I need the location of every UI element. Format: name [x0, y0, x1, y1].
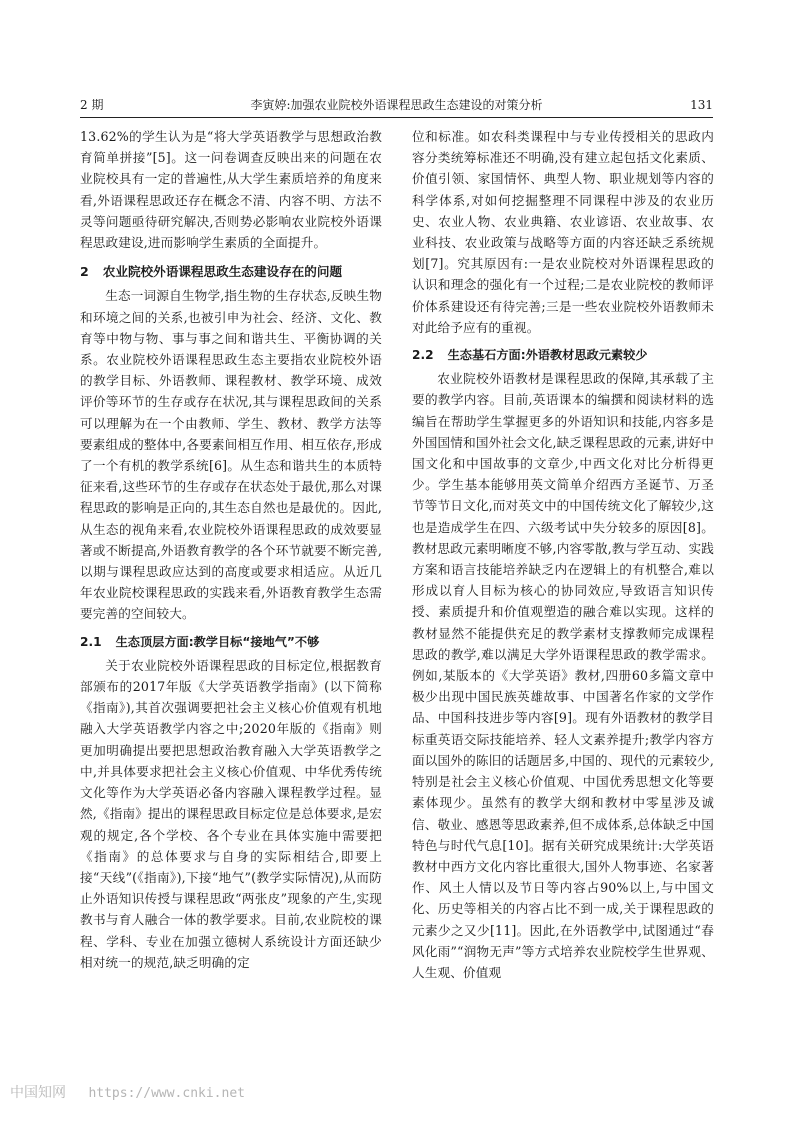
paragraph-goals: 关于农业院校外语课程思政的目标定位,根据教育部颁布的2017年版《大学英语教学指南》(以下简称《指南》),其首次强调要把社会主义核心价值观有机地融入大学英语教学内容之中;2020年版的《指南》则更加明确提出要把思想政治教育融入大学英语教学之中,并具体要求把社会主义核心价值观、中华优秀传统文化等作为大学英语必备内容融入课程教学过程。显然,《指南》提出的课程思政目标定位是总体要求,是宏观的规定,各个学校、各个专业在具体实施中需要把《指南》的总体要求与自身的实际相结合,即要上接“天线”(《指南》),下接“地气”(教学实际情况),从而防止外语知识传授与课程思政“两张皮”现象的产生,实现教书与育人融合一体的教学要求。目前,农业院校的课程、学科、专业在加强立德树人系统设计方面还缺少相对统一的规范,缺乏明确的定: [80, 657, 382, 970]
subsection-number: 2.2: [412, 348, 434, 363]
header-rule: [80, 117, 713, 118]
issue-number: 2 期: [80, 98, 104, 112]
section-title: 农业院校外语课程思政生态建设存在的问题: [102, 264, 343, 280]
running-header: [80, 95, 713, 115]
cnki-url: https://www.cnki.net: [88, 1086, 245, 1101]
right-column: [412, 126, 714, 983]
cnki-logo: 中国知网: [10, 1085, 66, 1101]
subsection-heading-2-2: [412, 345, 714, 366]
paragraph-continued: 13.62%的学生认为是“将大学英语教学与思想政治教育简单拼接”[5]。这一问卷调查反映出来的问题在农业院校具有一定的普遍性,从大学生素质培养的角度来看,外语课程思政还存在概念不清、内容不明、方法不灵等问题亟待研究解决,否则势必影响农业院校外语课程思政建设,进而影响学生素质的全面提升。: [80, 129, 382, 251]
paragraph-ecology: 生态一词源自生物学,指生物的生存状态,反映生物和环境之间的关系,也被引申为社会、经济、文化、教育等中物与物、事与事之间和谐共生、平衡协调的关系。农业院校外语课程思政生态主要指农业院校外语的教学目标、外语教师、课程教材、教学环境、成效评价等环节的生存或存在状况,其与课程思政间的关系可以理解为在一个由教师、学生、教材、教学方法等要素组成的整体中,各要素间相互作用、相互依存,形成了一个有机的教学系统[6]。从生态和谐共生的本质特征来看,这些环节的生存或存在状态处于最优,那么对课程思政的影响是正向的,其生态自然也是最优的。因此,从生态的视角来看,农业院校外语课程思政的成效要显著或不断提高,外语教育教学的各个环节就要不断完善,以期与课程思政应达到的高度或要求相适应。从近几年农业院校课程思政的实践来看,外语教育教学生态需要完善的空间较大。: [80, 288, 382, 622]
running-title: 李寅婷:加强农业院校外语课程思政生态建设的对策分析: [250, 98, 543, 112]
paragraph-continued-right: 位和标准。如农科类课程中与专业传授相关的思政内容分类统筹标准还不明确,没有建立起包括文化素质、价值引领、家国情怀、典型人物、职业规划等内容的科学体系,对如何挖掘整理不同课程中涉及的农业历史、农业人物、农业典籍、农业谚语、农业故事、农业科技、农业政策与战略等方面的内容还缺乏系统规划[7]。究其原因有:一是农业院校对外语课程思政的认识和理念的强化有一个过程;二是农业院校的教师评价体系建设还有待完善;三是一些农业院校外语教师未对此给予应有的重视。: [412, 129, 714, 335]
cnki-watermark: [10, 1082, 245, 1106]
subsection-heading-2-1: [80, 632, 382, 653]
section-heading-2: [80, 261, 382, 282]
subsection-title: 生态顶层方面:教学目标“接地气”不够: [115, 634, 320, 649]
paragraph-textbooks: 农业院校外语教材是课程思政的保障,其承载了主要的教学内容。目前,英语课本的编撰和阅读材料的选编旨在帮助学生掌握更多的外语知识和技能,内容多是外国国情和国外社会文化,缺乏课程思政的元素,讲好中国文化和中国故事的文章少,中西文化对比分析得更少。学生基本能够用英文简单介绍西方圣诞节、万圣节等节日文化,而对英文中的中国传统文化了解较少,这也是造成学生在四、六级考试中失分较多的原因[8]。教材思政元素明晰度不够,内容零散,教与学互动、实践方案和语言技能培养缺乏内在逻辑上的有机整合,难以形成以育人目标为核心的协同效应,导致语言知识传授、素质提升和价值观塑造的融合难以实现。这样的教材显然不能提供充足的教学素材支撑教师完成课程思政的教学,难以满足大学外语课程思政的教学需求。例如,某版本的《大学英语》教材,四册60多篇文章中极少出现中国民族英雄故事、中国著名作家的文学作品、中国科技进步等内容[9]。现有外语教材的教学目标重英语交际技能培养、轻人文素养提升;教学内容方面以国外的陈旧的话题居多,中国的、现代的元素较少,特别是社会主义核心价值观、中国优秀思想文化等要素体现少。虽然有的教学大纲和教材中零星涉及诚信、敬业、感恩等思政素养,但不成体系,总体缺乏中国特色与时代气息[10]。据有关研究成果统计:大学英语教材中西方文化内容比重很大,国外人物事迹、名家著作、风土人情以及节日等内容占90%以上,与中国文化、历史等相关的内容占比不到一成,关于课程思政的元素少之又少[11]。因此,在外语教学中,试图通过“春风化雨”“润物无声”等方式培养农业院校学生世界观、人生观、价值观: [412, 371, 714, 980]
section-number: 2: [80, 264, 89, 280]
subsection-title: 生态基石方面:外语教材思政元素较少: [447, 348, 648, 363]
subsection-number: 2.1: [80, 634, 102, 649]
page-number: 131: [690, 98, 713, 112]
left-column: [80, 126, 382, 973]
